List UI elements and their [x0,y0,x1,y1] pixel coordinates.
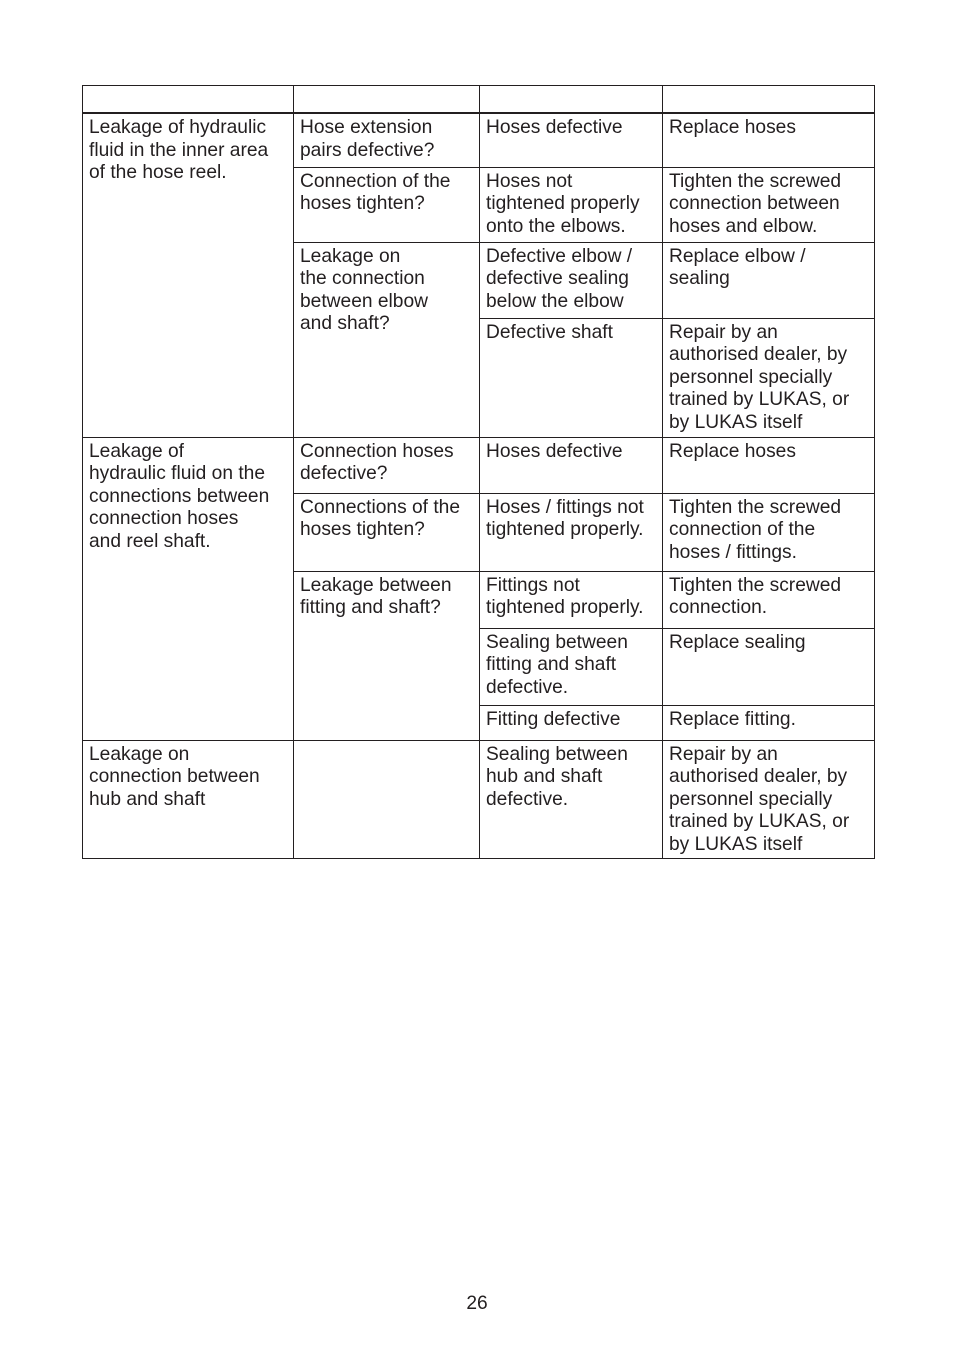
cause-cell: Hoses not tightened properly onto the elbows. [480,167,663,242]
header-cell [480,86,663,114]
header-cell [294,86,480,114]
remedy-cell: Replace hoses [663,113,875,167]
table-header-row [83,86,875,114]
check-cell: Leakage on the connection between elbow and shaft? [294,242,480,437]
cause-cell: Fitting defective [480,705,663,740]
problem-cell: Leakage of hydraulic fluid in the inner area of the hose reel. [83,113,294,437]
cause-cell: Hoses defective [480,113,663,167]
remedy-cell: Tighten the screwed connection between hoses and elbow. [663,167,875,242]
check-cell: Leakage between fitting and shaft? [294,571,480,740]
table-row [83,437,875,493]
table-row [83,113,875,167]
remedy-cell: Tighten the screwed connection. [663,571,875,628]
cause-cell: Hoses / fittings not tightened properly. [480,493,663,571]
remedy-cell: Replace sealing [663,628,875,705]
check-cell: Connection hoses defective? [294,437,480,493]
check-cell: Hose extension pairs defective? [294,113,480,167]
page-number: 26 [466,1293,488,1314]
problem-cell: Leakage on connection between hub and shaft [83,740,294,859]
cause-cell: Defective shaft [480,318,663,437]
remedy-cell: Replace hoses [663,437,875,493]
remedy-cell: Repair by an authorised dealer, by personnel specially trained by LUKAS, or by LUKAS itself [663,318,875,437]
remedy-cell: Replace elbow / sealing [663,242,875,318]
remedy-cell: Repair by an authorised dealer, by personnel specially trained by LUKAS, or by LUKAS itself [663,740,875,859]
cause-cell: Sealing between fitting and shaft defective. [480,628,663,705]
remedy-cell: Replace fitting. [663,705,875,740]
problem-cell: Leakage of hydraulic fluid on the connections between connection hoses and reel shaft. [83,437,294,740]
troubleshooting-table [82,85,875,859]
check-cell: Connection of the hoses tighten? [294,167,480,242]
cause-cell: Defective elbow / defective sealing below the elbow [480,242,663,318]
cause-cell: Sealing between hub and shaft defective. [480,740,663,859]
cause-cell: Hoses defective [480,437,663,493]
check-cell [294,740,480,859]
header-cell [663,86,875,114]
check-cell: Connections of the hoses tighten? [294,493,480,571]
cause-cell: Fittings not tightened properly. [480,571,663,628]
header-cell [83,86,294,114]
troubleshooting-table-container [82,85,874,859]
table-row [83,740,875,859]
remedy-cell: Tighten the screwed connection of the hoses / fittings. [663,493,875,571]
